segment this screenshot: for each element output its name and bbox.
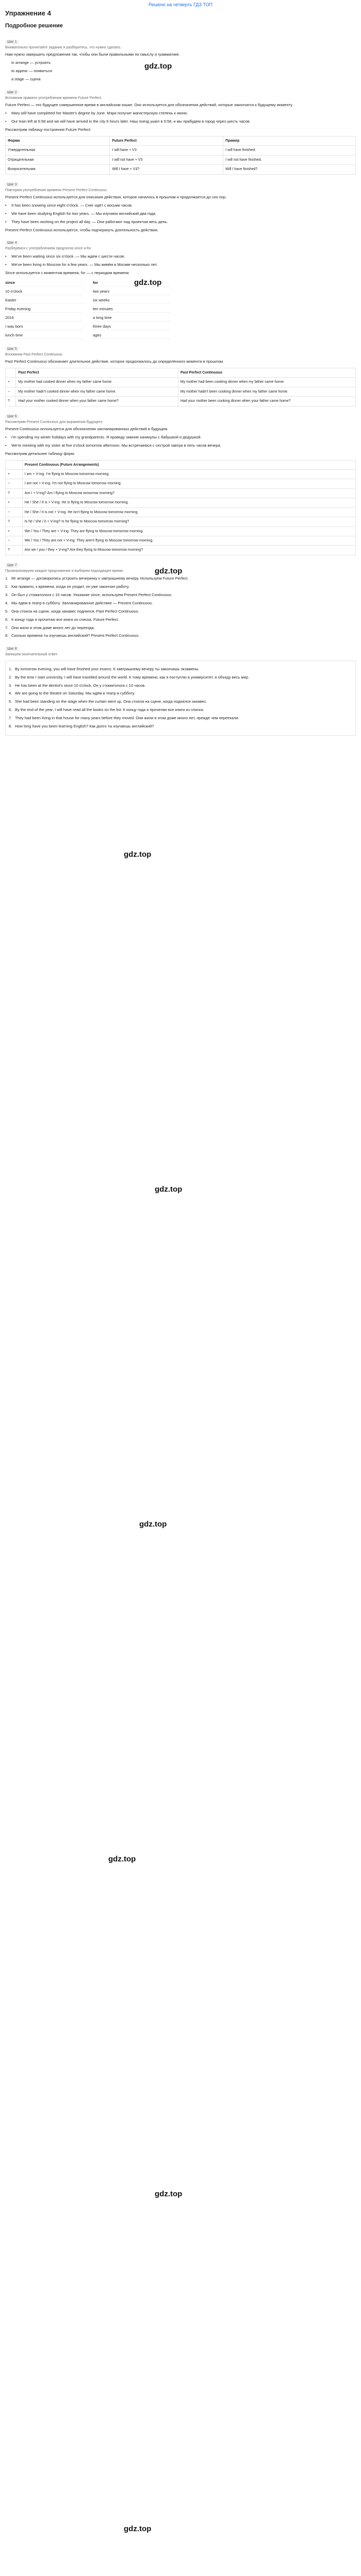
example-list — [5, 254, 356, 268]
table-header-row — [6, 460, 356, 469]
item-text: He has been at the dentist's since 10 o'clock. Он у стоматолога с 10 часов. — [15, 683, 146, 688]
table-row — [6, 527, 356, 536]
example-item — [5, 211, 356, 217]
table-header-cell: Past Perfect Continuous — [178, 368, 355, 377]
list-item — [5, 60, 356, 66]
item-number — [5, 69, 11, 74]
answer-list — [5, 660, 356, 736]
table-cell: − — [6, 479, 23, 488]
paragraph: Present Continuous используется для обозначения запланированных действий в будущем. — [5, 427, 169, 431]
item-text: It has been snowing since eight o'clock. — Снег идёт с восьми часов. — [11, 202, 133, 208]
item-number: 6. — [9, 707, 12, 713]
paragraph: Нам нужно завершить предложения так, чтобы они были правильными по смыслу и грамматике. — [5, 52, 180, 57]
item-number: 3. — [5, 592, 9, 598]
table-row — [6, 155, 356, 164]
item-number: 8. — [9, 723, 12, 728]
for-item: a long time — [93, 314, 170, 321]
table-header-cell: Future Perfect — [110, 136, 223, 145]
paragraph: Past Perfect Continuous обозначает длительное действие, которое продолжалось до определённого момента в прошлом. — [5, 359, 224, 364]
word-list — [5, 60, 356, 82]
item-number: 2. — [9, 674, 12, 680]
since-column-head: since — [5, 279, 83, 286]
content — [5, 32, 356, 739]
analysis-item — [5, 584, 356, 590]
table-cell: − — [6, 387, 16, 396]
step-description: Повторим употребление времени Present Perfect Continuous. — [5, 188, 108, 192]
answer-item — [9, 691, 352, 697]
table-row — [6, 488, 356, 498]
table-header-cell: Present Continuous (Future Arrangements) — [22, 460, 355, 469]
item-number: 1. — [5, 576, 9, 581]
item-text: Мы едем в театр в субботу. Запланированное действие — Present Continuous. — [11, 600, 153, 605]
answer-item — [9, 667, 352, 672]
item-number — [5, 77, 11, 82]
for-item: three days — [93, 323, 170, 330]
step-label: Шаг 4 — [5, 241, 19, 245]
table-cell: I will not have finished. — [223, 155, 356, 164]
table-cell: Will I have finished? — [223, 165, 356, 174]
table-cell: ? — [6, 517, 23, 527]
paragraph: Present Perfect Continuous используется для описания действия, которое началось в прошлом и продолжается до сих пор. — [5, 195, 227, 200]
table-cell: I am not + V-ing. I'm not flying to Moscow tomorrow morning. — [22, 479, 355, 488]
table-row — [6, 469, 356, 479]
table-cell: I will have finished. — [223, 146, 356, 155]
example-list — [5, 111, 356, 125]
watermark: gdz.top — [139, 1520, 167, 1529]
paragraph: Since используется с моментом времени, for — с периодом времени. — [5, 270, 130, 275]
item-number: 1. — [9, 666, 12, 671]
item-number: 5. — [5, 608, 9, 614]
table-cell: + — [6, 527, 23, 536]
section-answer — [5, 644, 356, 735]
watermark: gdz.top — [155, 1185, 183, 1194]
item-number: • — [5, 202, 7, 208]
item-text: a stage — сцена — [11, 77, 41, 82]
answer-item — [9, 683, 352, 689]
step-description: Разберёмся с употреблением предлогов since и for. — [5, 247, 92, 251]
table-cell: Утвердительная — [6, 146, 110, 155]
item-number: 3. — [9, 683, 12, 688]
example-item — [5, 111, 356, 116]
table-cell: + — [6, 498, 23, 507]
item-text: She had been standing on the stage when the curtain went up. Она стояла на сцене, когда поднялся занавес. — [15, 699, 207, 704]
table-cell: Will I have + V3? — [110, 165, 223, 174]
example-item — [5, 219, 356, 225]
table-row — [6, 498, 356, 507]
table-cell: Had your mother cooked dinner when your father came home? — [16, 397, 178, 406]
since-item: 10 o'clock — [5, 288, 83, 295]
table-row — [6, 378, 356, 387]
example-list — [5, 203, 356, 225]
table-row — [6, 387, 356, 396]
step-label: Шаг 2 — [5, 90, 19, 95]
watermark: gdz.top — [124, 850, 152, 859]
table-cell: He / She / It is not + V-ing. He isn't flying to Moscow tomorrow morning. — [22, 507, 355, 517]
since-item: 2016 — [5, 314, 83, 321]
step-label: Шаг 1 — [5, 40, 19, 44]
item-text: Как правило, к времени, когда он уходит, он уже закончил работу. — [11, 584, 130, 589]
for-item: ages — [93, 332, 170, 339]
table-intro: Рассмотрим таблицу построения Future Perfect: — [5, 127, 91, 132]
past-perfect-table — [5, 368, 356, 406]
table-cell: I am + V-ing. I'm flying to Moscow tomorrow morning. — [22, 469, 355, 479]
item-text: We've been waiting since six o'clock. — Мы ждем с шести часов. — [11, 253, 125, 259]
step-description: Запишем окончательный ответ. — [5, 653, 58, 657]
table-header-row — [6, 136, 356, 145]
for-item: ten minutes — [93, 306, 170, 313]
since-item: I was born — [5, 323, 83, 330]
table-cell: Am I + V-ing? Am I flying to Moscow tomorrow morning? — [22, 488, 355, 498]
item-number: • — [5, 211, 7, 216]
table-cell: Are we / you / they + V-ing? Are they flying to Moscow tomorrow morning? — [22, 546, 355, 555]
analysis-item — [5, 625, 356, 631]
since-item: Easter — [5, 297, 83, 304]
item-number — [5, 60, 11, 66]
table-cell: Is he / she / it + V-ing? Is he flying to Moscow tomorrow morning? — [22, 517, 355, 527]
analysis-item — [5, 592, 356, 598]
table-cell: + — [6, 469, 23, 479]
table-cell: ? — [6, 546, 23, 555]
item-number: • — [5, 111, 7, 116]
table-row — [6, 165, 356, 174]
item-text: We're meeting with my sister at five o'clock tomorrow afternoon. Мы встречаемся с сестрой завтра в пять часов вечера. — [11, 443, 221, 448]
table-row — [6, 479, 356, 488]
section-past-perfect-continuous — [5, 344, 356, 406]
table-intro: Рассмотрим детальнее таблицу форм: — [5, 451, 75, 456]
for-column-head: for — [93, 279, 170, 286]
table-cell: I will have + V3 — [110, 146, 223, 155]
table-row — [6, 507, 356, 517]
section-present-continuous — [5, 412, 356, 555]
table-cell: My mother hadn't been cooking dinner when my father came home. — [178, 387, 355, 396]
answer-item — [9, 724, 352, 730]
item-text: By the time I start university, I will have travelled around the world. К тому времени, как я поступлю в университет, я объеду весь мир. — [15, 674, 249, 680]
step-description: Вспомним правило употребления времени Future Perfect. — [5, 96, 102, 100]
since-for-columns — [5, 279, 356, 339]
table-cell: ? — [6, 488, 23, 498]
item-number: 5. — [9, 699, 12, 704]
item-text: We've been living in Moscow for a few years. — Мы живём в Москве несколько лет. — [11, 262, 158, 267]
table-cell: My mother hadn't cooked dinner when my father came home. — [16, 387, 178, 396]
table-cell: We / You / They are + V-ing. They are flying to Moscow tomorrow morning. — [22, 527, 355, 536]
section-since-for — [5, 238, 356, 338]
list-item — [5, 77, 356, 82]
answer-item — [9, 707, 352, 713]
analysis-item — [5, 633, 356, 639]
watermark: gdz.top — [155, 2190, 183, 2198]
paragraph: Future Perfect — это будущее совершенное время в английском языке. Оно используется для обозначения действий, которые закончатся к будущему моменту. — [5, 103, 293, 108]
table-header-cell — [6, 368, 16, 377]
table-cell: − — [6, 507, 23, 517]
item-number: • — [5, 443, 7, 448]
item-number: • — [5, 434, 7, 439]
example-item — [5, 119, 356, 125]
top-link[interactable]: Решено на четверть ГДЗ ТОП — [149, 2, 212, 7]
table-row — [6, 546, 356, 555]
for-item: two years — [93, 288, 170, 295]
analysis-item — [5, 576, 356, 582]
analysis-item — [5, 617, 356, 623]
item-text: Сколько времени ты изучаешь английский? Present Perfect Continuous. — [11, 633, 140, 638]
item-text: Our train left at 5:58 and we will have arrived in the city 6 hours later. Наш поезд ушел в 5:58, и мы прибудем в город через шесть часов. — [11, 119, 251, 124]
step-label: Шаг 8 — [5, 647, 19, 651]
table-row — [6, 397, 356, 406]
item-number: 6. — [5, 617, 9, 622]
table-row — [6, 517, 356, 527]
table-cell: He / She / It is + V-ing. He is flying to Moscow tomorrow morning. — [22, 498, 355, 507]
example-item — [5, 443, 356, 449]
watermark: gdz.top — [155, 567, 183, 575]
answer-item — [9, 699, 352, 705]
list-item — [5, 69, 356, 74]
table-cell: We / You / They are not + V-ing. They aren't flying to Moscow tomorrow morning. — [22, 536, 355, 546]
since-item: lunch time — [5, 332, 83, 339]
table-cell: + — [6, 378, 16, 387]
item-text: Они жили в этом доме много лет до переезда. — [11, 625, 95, 630]
table-cell: I will not have + V3 — [110, 155, 223, 164]
table-header-cell: Форма — [6, 136, 110, 145]
item-number: • — [5, 219, 7, 224]
watermark: gdz.top — [144, 62, 172, 71]
since-item: Friday evening — [5, 306, 83, 313]
item-number: 7. — [9, 716, 12, 720]
analysis-list — [5, 576, 356, 639]
example-list — [5, 435, 356, 449]
watermark: gdz.top — [124, 2524, 152, 2533]
item-text: Mary will have completed her Master's degree by June. Мэри получит магистерскую степень к июню. — [11, 111, 188, 116]
item-number: 8. — [5, 633, 9, 638]
table-cell: − — [6, 536, 23, 546]
step-label: Шаг 6 — [5, 414, 19, 419]
step-description: Проанализируем каждое предложение и выберем подходящее время. — [5, 569, 124, 573]
table-header-cell: Пример — [223, 136, 356, 145]
item-text: By tomorrow evening, you will have finished your exams. К завтрашнему вечеру ты закончишь экзамены. — [15, 666, 200, 671]
step-label: Шаг 7 — [5, 563, 19, 568]
table-header-row — [6, 368, 356, 377]
item-text: They had been living in that house for many years before they moved. Они жили в этом доме много лет, прежде чем переехали. — [15, 716, 239, 720]
item-text: in arrange — устроить — [11, 60, 51, 65]
item-number: 2. — [5, 584, 9, 589]
section-continuous — [5, 180, 356, 233]
watermark: gdz.top — [108, 1855, 136, 1863]
example-item — [5, 254, 356, 260]
table-row — [6, 536, 356, 546]
table-cell: Had your mother been cooking dinner when your father came home? — [178, 397, 355, 406]
table-header-cell: Past Perfect — [16, 368, 178, 377]
item-text: We are going to the theatre on Saturday. Мы идём в театр в субботу. — [15, 691, 135, 696]
table-row — [6, 146, 356, 155]
item-text: К концу года я прочитаю все книги из списка. Future Perfect. — [11, 617, 119, 622]
section-future-perfect — [5, 88, 356, 175]
table-cell: ? — [6, 397, 16, 406]
step-label: Шаг 5 — [5, 347, 19, 351]
page-title: Упражнение 4 — [5, 9, 51, 17]
item-text: Mr arrange — договорились устроить вечеринку к завтрашнему вечеру. Используем Future Perfect. — [11, 576, 189, 581]
page-subtitle: Подробное решение — [5, 23, 63, 29]
item-text: How long have you been learning English? Как долго ты изучаешь английский? — [15, 723, 154, 728]
answer-item — [9, 675, 352, 681]
table-cell: Вопросительная — [6, 165, 110, 174]
item-number: 7. — [5, 625, 9, 630]
item-number: • — [5, 119, 7, 124]
paragraph: Present Perfect Continuous используется, чтобы подчеркнуть длительность действия. — [5, 227, 159, 232]
answer-item — [9, 716, 352, 721]
analysis-item — [5, 601, 356, 606]
item-text: Она стояла на сцене, когда занавес поднялся. Past Perfect Continuous. — [11, 608, 139, 614]
item-number: • — [5, 253, 7, 259]
table-cell: My mother had been cooking dinner when my father came home. — [178, 378, 355, 387]
future-perfect-table — [5, 136, 356, 175]
item-number: 4. — [9, 691, 12, 696]
example-item — [5, 203, 356, 209]
item-text: We have been studying English for two years. — Мы изучаем английский два года. — [11, 211, 157, 216]
item-text: I'm spending my winter holidays with my grandparents. Я проведу зимние каникулы с бабушкой и дедушкой. — [11, 434, 202, 439]
example-item — [5, 435, 356, 440]
item-number: • — [5, 262, 7, 267]
step-description: Внимательно прочитайте задание и разберитесь, что нужно сделать. — [5, 46, 122, 49]
step-label: Шаг 3 — [5, 182, 19, 187]
item-text: to appear — появиться — [11, 69, 52, 74]
example-item — [5, 262, 356, 268]
table-header-cell — [6, 460, 23, 469]
analysis-item — [5, 609, 356, 615]
item-number: 4. — [5, 600, 9, 605]
watermark: gdz.top — [134, 278, 162, 287]
table-cell: Отрицательная — [6, 155, 110, 164]
table-cell: My mother had cooked dinner when my father came home. — [16, 378, 178, 387]
step-description: Вспомним Past Perfect Continuous. — [5, 352, 63, 357]
present-continuous-table — [5, 460, 356, 555]
section-intro — [5, 37, 356, 82]
step-description: Рассмотрим Present Continuous для выражения будущего. — [5, 420, 104, 424]
item-text: Он был у стоматолога с 10 часов. Указание since, используем Present Perfect Continuous. — [11, 592, 173, 598]
item-text: By the end of the year, I will have read all the books on the list. К концу года я прочитаю все книги из списка. — [15, 707, 204, 713]
for-item: six weeks — [93, 297, 170, 304]
item-text: They have been working on the project all day. — Они работают над проектом весь день. — [11, 219, 168, 224]
